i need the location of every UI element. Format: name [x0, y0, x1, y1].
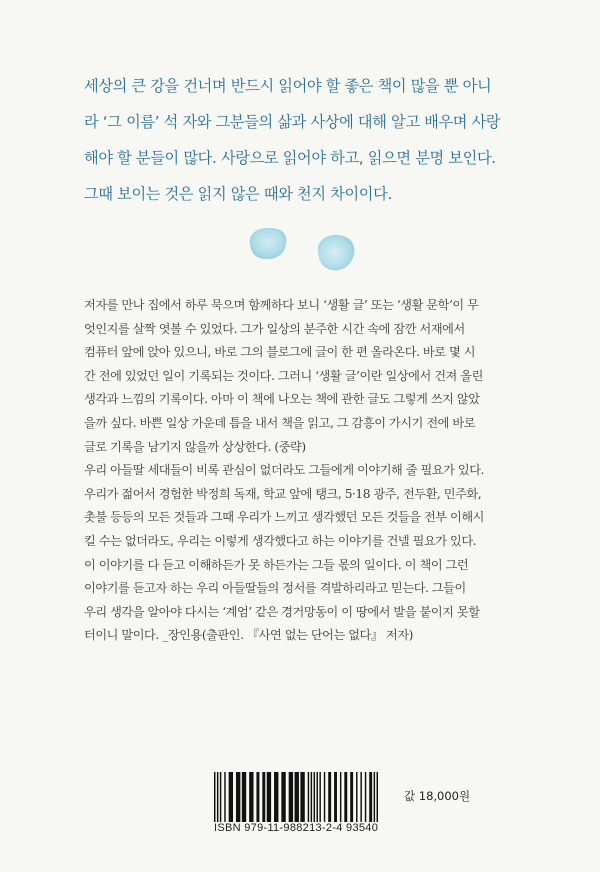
quote-line: 세상의 큰 강을 건너며 반드시 읽어야 할 좋은 책이 많을 뿐 아니 [84, 77, 492, 95]
quote-line: 라 ‘그 이름’ 석 자와 그분들의 삶과 사상에 대해 알고 배우며 사랑 [84, 113, 501, 131]
blurb-line: 간 전에 있었던 일이 기록되는 것이다. 그러니 ‘생활 글’이란 일상에서 건져 올린 [84, 368, 483, 383]
barcode-bar [224, 772, 225, 822]
barcode-bar [281, 772, 285, 822]
barcode-bar [214, 772, 215, 822]
barcode-bar [267, 772, 271, 822]
blurb-line: 촛불 등등의 모든 것들과 그때 우리가 느끼고 생각했던 모든 것들을 전부 이해시 [84, 510, 485, 525]
barcode-bar [236, 772, 240, 822]
barcode-bar [340, 772, 341, 822]
quote-line: 해야 할 분들이 많다. 사랑으로 읽어야 하고, 읽으면 분명 보인다. [84, 149, 496, 167]
quote-line: 그때 보이는 것은 읽지 않은 때와 천지 차이이다. [84, 185, 392, 203]
barcode-bar [369, 772, 372, 822]
blurb-line: 이야기를 듣고자 하는 우리 아들딸들의 정서를 격발하리라고 믿는다. 그들이 [84, 581, 466, 596]
price-label: 값 18,000원 [404, 789, 471, 803]
blurb-line: 우리 생각을 알아야 다시는 ‘계엄’ 같은 경거망동이 이 땅에서 발을 붙이지 못할 [84, 604, 480, 619]
barcode-bar [328, 772, 331, 822]
barcode-bar [317, 772, 318, 822]
cover-blurb [84, 294, 520, 648]
blurb-line: 컴퓨터 앞에 앉아 있으니, 바로 그의 블로그에 글이 한 편 올라온다. 바로 몇 시 [84, 345, 476, 360]
barcode-bar [274, 772, 278, 822]
blurb-line: 터이니 말이다. _장인용(출판인. 『사연 없는 단어는 없다』 저자) [84, 628, 413, 643]
blurb-line: 글로 기록을 남기지 않을까 상상한다. (중략) [84, 439, 306, 454]
blurb-line: 킬 수는 없더라도, 우리는 이렇게 생각했다고 하는 이야기를 건넬 필요가 있다. [84, 533, 477, 548]
barcode-bar [308, 772, 309, 822]
barcode-bar [365, 772, 366, 822]
barcode-bar [300, 772, 304, 822]
barcode-bar [256, 772, 259, 822]
barcode-bar [377, 772, 378, 822]
blurb-line: 을까 싶다. 바쁜 일상 가운데 틈을 내서 책을 읽고, 그 감흥이 가시기 전에 바로 [84, 415, 476, 430]
barcode-bar [289, 772, 293, 822]
barcode-bar [374, 772, 375, 822]
barcode-bar [229, 772, 233, 822]
pull-quote [84, 68, 524, 212]
barcode-bar [344, 772, 347, 822]
blurb-line: 우리가 젊어서 경험한 박정희 독재, 학교 앞에 탱크, 5·18 광주, 전두환, 민주화, [84, 486, 482, 501]
barcode [212, 772, 382, 838]
blurb-line: 이 이야기를 다 듣고 이해하든가 못 하든가는 그들 몫의 일이다. 이 책이 그런 [84, 557, 469, 572]
barcode-bar [360, 772, 361, 822]
barcode-bar [217, 772, 218, 822]
barcode-bar [311, 772, 312, 822]
isbn-text: ISBN 979-11-988213-2-4 93540 [214, 822, 379, 834]
blurb-line: 우리 아들딸 세대들이 비록 관심이 없더라도 그들에게 이야기해 줄 필요가 있다. [84, 463, 485, 478]
barcode-bar [314, 772, 315, 822]
barcode-bar [324, 772, 325, 822]
barcode-bar [295, 772, 299, 822]
watercolor-dot-left [250, 228, 287, 259]
barcode-bar [249, 772, 253, 822]
barcode-bar [334, 772, 337, 822]
barcode-bar [220, 772, 221, 822]
blurb-line: 엇인지를 살짝 엿볼 수 있었다. 그가 일상의 분주한 시간 속에 잠깐 서재에서 [84, 321, 465, 336]
barcode-bar [262, 772, 265, 822]
barcode-bar [356, 772, 357, 822]
barcode-bar [319, 772, 320, 822]
barcode-bar [242, 772, 246, 822]
blurb-line: 저자를 만나 집에서 하루 묵으며 함께하다 보니 ‘생활 글’ 또는 ‘생활 문학’이 무 [84, 298, 479, 312]
barcode-bars-icon [212, 772, 380, 822]
barcode-bar [350, 772, 353, 822]
blurb-line: 생각과 느낌의 기록이다. 아마 이 책에 나오는 책에 관한 글도 그렇게 쓰지 않았 [84, 392, 480, 407]
watercolor-dot-right [318, 235, 355, 270]
watercolor-dots-icon [240, 222, 380, 282]
